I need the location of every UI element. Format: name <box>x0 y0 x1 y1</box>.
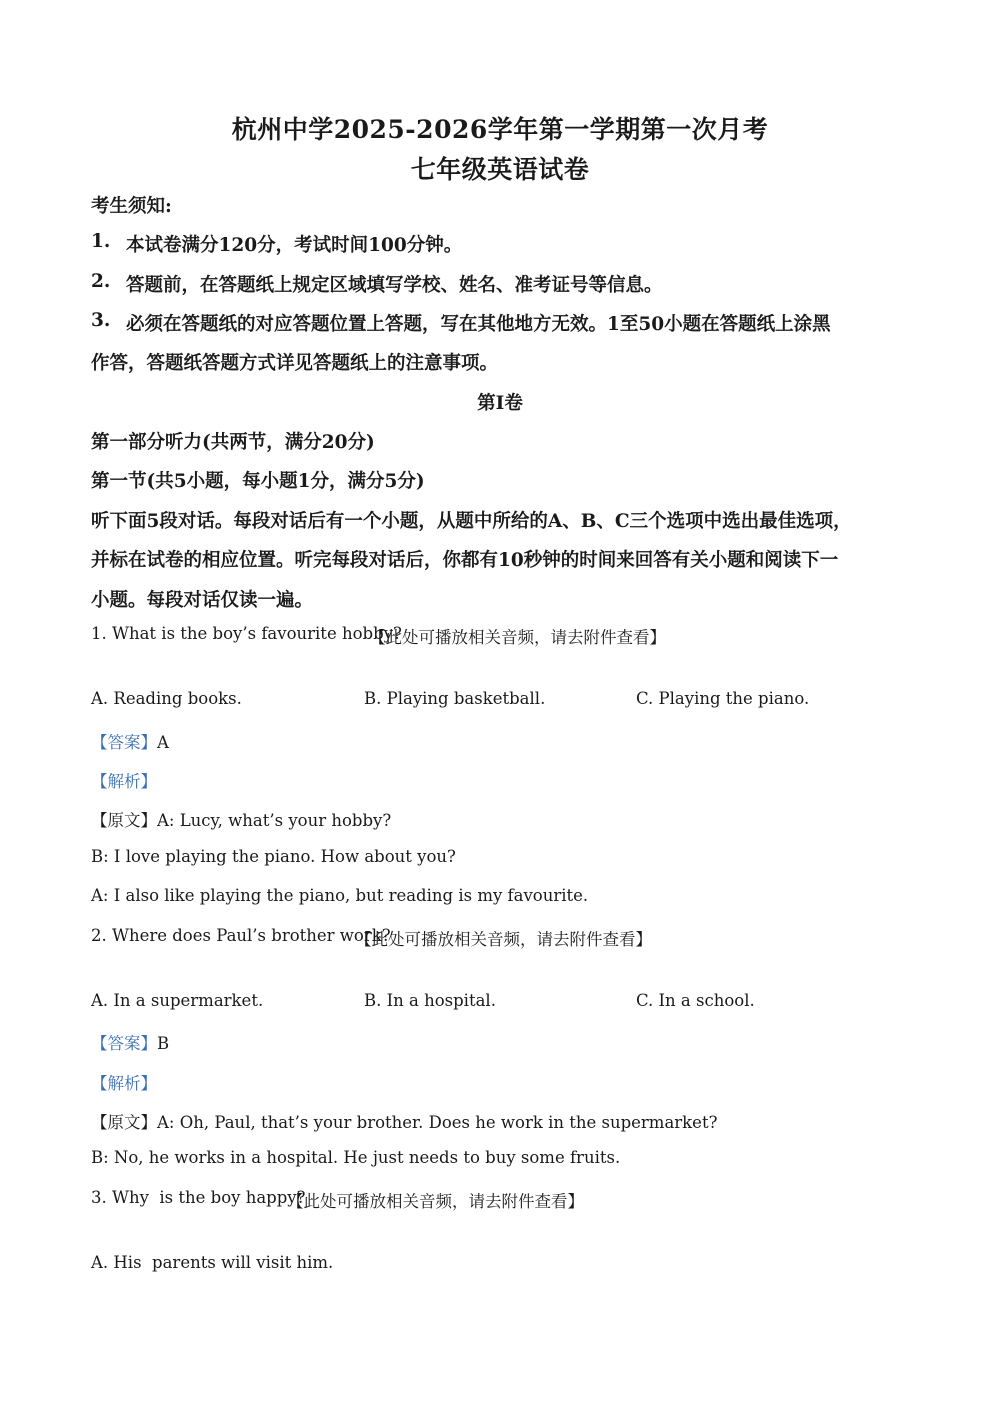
source-label: 【原文】 <box>91 1113 157 1132</box>
source-line: A: Lucy, what’s your hobby? <box>157 811 392 830</box>
notice-item-2-num: 2. <box>91 271 111 292</box>
notice-item-3-num: 3. <box>91 310 111 331</box>
question-1-answer <box>91 729 169 753</box>
question-1-source <box>91 807 391 831</box>
section1-heading: 第一节(共5小题，每小题1分，满分5分) <box>91 471 425 492</box>
question-1-script-line: A: I also like playing the piano, but reading is my favourite. <box>91 886 589 905</box>
question-2-script-line: B: No, he works in a hospital. He just needs to buy some fruits. <box>91 1148 621 1167</box>
question-2-option-a: A. In a supermarket. <box>91 991 264 1010</box>
question-1-audio-note: 【此处可播放相关音频，请去附件查看】 <box>369 628 666 647</box>
question-1-option-a: A. Reading books. <box>91 689 242 708</box>
notice-item-3-text: 必须在答题纸的对应答题位置上答题，写在其他地方无效。1至50小题在答题纸上涂黑 <box>126 314 831 335</box>
instructions-line-1: 听下面5段对话。每段对话后有一个小题，从题中所给的A、B、C三个选项中选出最佳选项， <box>91 511 852 532</box>
source-line: A: Oh, Paul, that’s your brother. Does he work in the supermarket? <box>157 1113 718 1132</box>
notice-item-1-text: 本试卷满分120分，考试时间100分钟。 <box>126 235 463 256</box>
source-label: 【原文】 <box>91 811 157 830</box>
question-1-stem: 1. What is the boy’s favourite hobby? <box>91 624 402 643</box>
notice-item-3-continued: 作答，答题纸答题方式详见答题纸上的注意事项。 <box>91 353 499 374</box>
question-2-audio-note: 【此处可播放相关音频，请去附件查看】 <box>355 930 652 949</box>
notice-item-2-text: 答题前，在答题纸上规定区域填写学校、姓名、准考证号等信息。 <box>126 275 663 296</box>
answer-value: B <box>157 1034 170 1053</box>
answer-value: A <box>157 733 169 752</box>
question-2-analysis-label: 【解析】 <box>91 1074 157 1093</box>
question-1-analysis-label: 【解析】 <box>91 772 157 791</box>
question-2-option-c: C. In a school. <box>636 991 755 1010</box>
question-3-option-a: A. His parents will visit him. <box>91 1253 334 1272</box>
notice-heading: 考生须知: <box>91 196 172 217</box>
instructions-line-2: 并标在试卷的相应位置。听完每段对话后，你都有10秒钟的时间来回答有关小题和阅读下一 <box>91 550 839 571</box>
question-1-option-b: B. Playing basketball. <box>364 689 546 708</box>
part1-heading: 第一部分听力(共两节，满分20分) <box>91 432 375 453</box>
exam-subtitle: 七年级英语试卷 <box>410 155 590 184</box>
question-2-stem: 2. Where does Paul’s brother work? <box>91 926 391 945</box>
instructions-line-3: 小题。每段对话仅读一遍。 <box>91 590 314 611</box>
answer-label: 【答案】 <box>91 1034 157 1053</box>
question-3-audio-note: 【此处可播放相关音频，请去附件查看】 <box>287 1192 584 1211</box>
notice-item-1-num: 1. <box>91 231 111 252</box>
question-2-source <box>91 1109 717 1133</box>
question-2-option-b: B. In a hospital. <box>364 991 496 1010</box>
question-3-stem: 3. Why is the boy happy? <box>91 1188 306 1207</box>
volume-heading: 第I卷 <box>477 393 523 414</box>
question-1-script-line: B: I love playing the piano. How about you? <box>91 847 456 866</box>
question-2-answer <box>91 1030 169 1054</box>
answer-label: 【答案】 <box>91 733 157 752</box>
question-1-option-c: C. Playing the piano. <box>636 689 810 708</box>
exam-title: 杭州中学2025-2026学年第一学期第一次月考 <box>231 115 769 144</box>
